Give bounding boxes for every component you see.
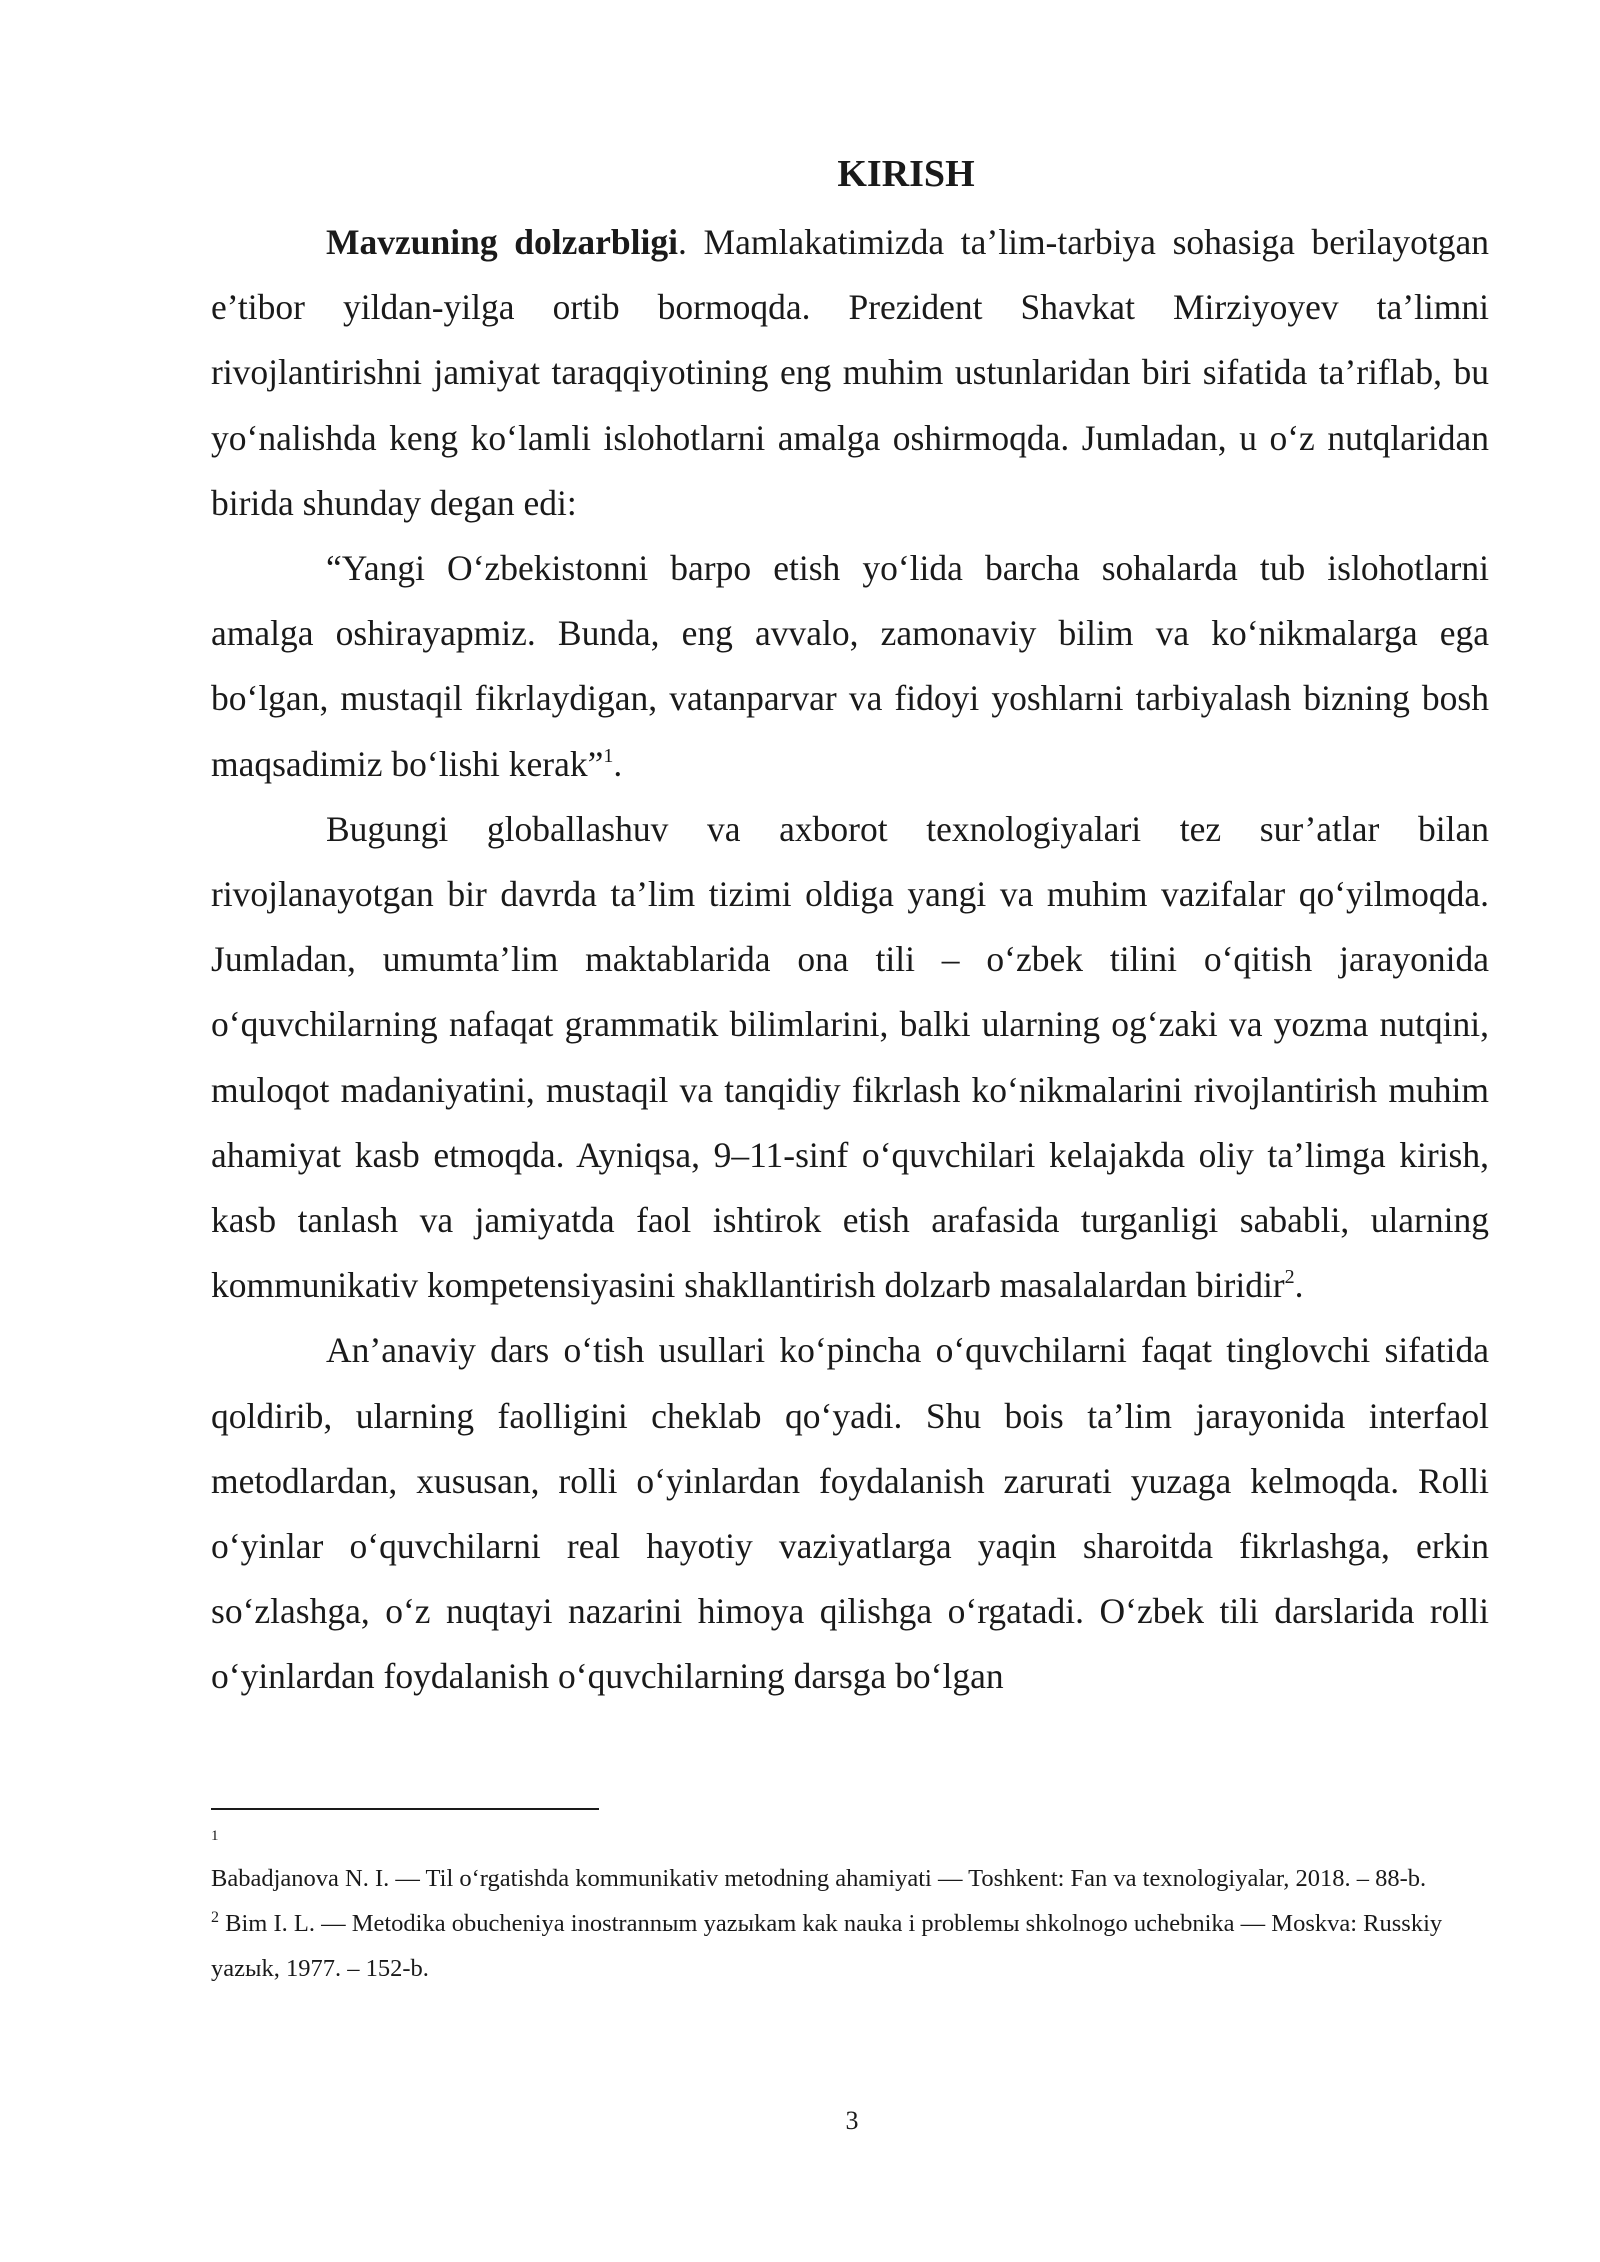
paragraph-globalization (211, 797, 1489, 1319)
footnote-1 (211, 1856, 1489, 1901)
footnote-ref-2[interactable]: 2 (1284, 1266, 1295, 1289)
section-heading: KIRISH (837, 153, 975, 195)
paragraph-text: An’anaviy dars o‘tish usullari ko‘pincha o‘quvchilarni faqat tinglovchi sifatida qoldirib, ularning faolligini cheklab qo‘yadi. Shu bois ta’lim jarayonida interfaol metodlardan, xususan, rolli o‘yinlardan foydalanish zarurati yuzaga kelmoqda. Rolli o‘yinlar o‘quvchilarni real hayotiy vaziyatlarga yaqin sharoitda fikrlashga, erkin so‘zlashga, o‘z nuqtayi nazarini himoya qilishga o‘rgatadi. O‘zbek tili darslarida rolli o‘yinlardan foydalanish o‘quvchilarning darsga bo‘lgan (211, 1330, 1489, 1697)
paragraph-text: . Mamlakatimizda ta’lim-tarbiya sohasiga berilayotgan e’tibor yildan-yilga ortib bormoqda. Prezident Shavkat Mirziyoyev ta’limni rivojlantirishni jamiyat taraqqiyotining eng muhim ustunlaridan biri sifatida ta’riflab, bu yo‘nalishda keng ko‘lamli islohotlarni amalga oshirmoqda. Jumladan, u o‘z nutqlaridan birida shunday degan edi: (211, 222, 1489, 523)
paragraph-lead: Mavzuning dolzarbligi (326, 222, 678, 262)
paragraph-traditional-methods (211, 1318, 1489, 1709)
quote-text: “Yangi O‘zbekistonni barpo etish yo‘lida barcha sohalarda tub islohotlarni amalga oshirayapmiz. Bunda, eng avvalo, zamonaviy bilim va ko‘nikmalarga ega bo‘lgan, mustaqil fikrlaydigan, vatanparvar va fidoyi yoshlarni tarbiyalash bizning bosh maqsadimiz bo‘lishi kerak” (211, 548, 1489, 784)
footnote-text: Babadjanova N. I. — Til o‘rgatishda kommunikativ metodning ahamiyati — Toshkent: Fan va texnologiyalar, 2018. – 88-b. (211, 1865, 1427, 1892)
footnote-2 (211, 1901, 1489, 1991)
page-number: 3 (845, 2106, 859, 2135)
footnote-text: Bim I. L. — Metodika obucheniya inostrannыm yazыkam kak nauka i problemы shkolnogo uchebnika — Moskva: Russkiy yazыk, 1977. – 152-b. (211, 1910, 1443, 1982)
footnote-ref-1[interactable]: 1 (603, 744, 614, 767)
footnote-number-1: 1 (211, 1828, 219, 1844)
paragraph-text: Bugungi globallashuv va axborot texnologiyalari tez sur’atlar bilan rivojlanayotgan bir davrda ta’lim tizimi oldiga yangi va muhim vazifalar qo‘yilmoqda. Jumladan, umumta’lim maktablarida ona tili – o‘zbek tilini o‘qitish jarayonida o‘quvchilarning nafaqat grammatik bilimlarini, balki ularning og‘zaki va yozma nutqini, muloqot madaniyatini, mustaqil va tanqidiy fikrlash ko‘nikmalarini rivojlantirish muhim ahamiyat kasb etmoqda. Ayniqsa, 9–11-sinf o‘quvchilari kelajakda oliy ta’limga kirish, kasb tanlash va jamiyatda faol ishtirok etish arafasida turganligi sababli, ularning kommunikativ kompetensiyasini shakllantirish dolzarb masalalardan biridir (211, 808, 1489, 1306)
footnotes (211, 1824, 1489, 1991)
paragraph-tail: . (1294, 1265, 1304, 1306)
body-text (211, 210, 1489, 1710)
paragraph-quote (211, 536, 1489, 797)
footnote-number-2: 2 (211, 1909, 219, 1926)
footnote-separator (211, 1808, 599, 1810)
paragraph-relevance (211, 210, 1489, 536)
quote-tail: . (613, 743, 623, 784)
